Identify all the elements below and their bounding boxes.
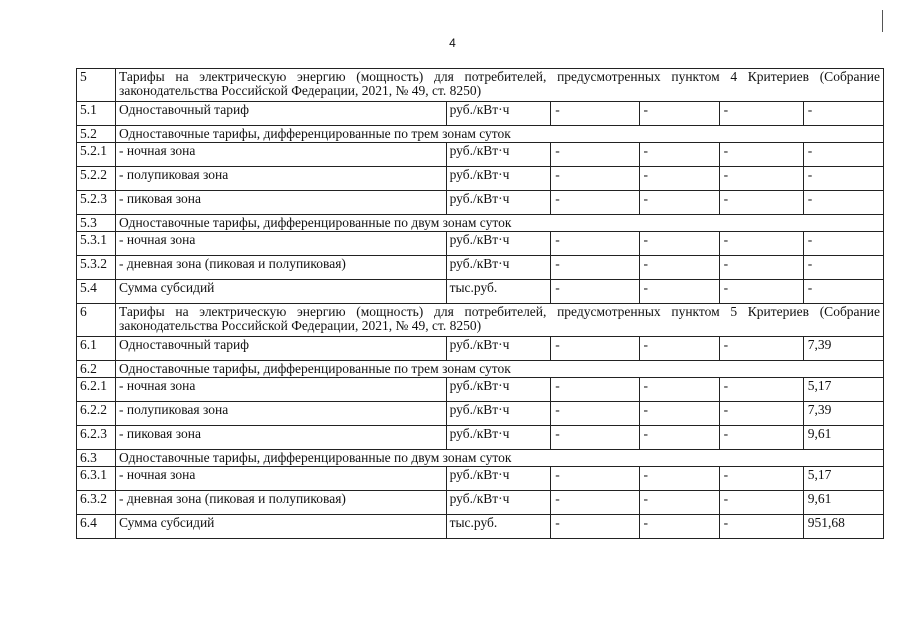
scan-edge-mark (882, 10, 883, 32)
row-number: 6 (77, 304, 116, 337)
value-cell: - (639, 232, 719, 256)
section-row (77, 304, 884, 337)
value-cell: - (639, 280, 719, 304)
row-unit: тыс.руб. (446, 280, 551, 304)
value-cell: - (803, 102, 883, 126)
group-header-row (77, 215, 884, 232)
table-row (77, 102, 884, 126)
value-cell: - (639, 191, 719, 215)
value-cell: - (551, 143, 639, 167)
value-cell: - (719, 280, 803, 304)
value-cell: - (719, 337, 803, 361)
value-cell: - (551, 337, 639, 361)
row-number: 6.2.1 (77, 378, 116, 402)
value-cell: - (551, 191, 639, 215)
table-row (77, 143, 884, 167)
row-unit: руб./кВт·ч (446, 232, 551, 256)
value-cell: - (639, 402, 719, 426)
row-name: - ночная зона (116, 232, 447, 256)
value-cell: - (719, 491, 803, 515)
row-number: 6.2 (77, 361, 116, 378)
table-row (77, 402, 884, 426)
value-cell: - (551, 256, 639, 280)
group-title: Одноставочные тарифы, дифференцированные по двум зонам суток (116, 215, 884, 232)
group-title: Одноставочные тарифы, дифференцированные по двум зонам суток (116, 450, 884, 467)
row-number: 5.4 (77, 280, 116, 304)
value-cell: - (719, 102, 803, 126)
row-unit: руб./кВт·ч (446, 191, 551, 215)
value-cell: - (551, 102, 639, 126)
section-title: Тарифы на электрическую энергию (мощность) для потребителей, предусмотренных пунктом 5 Критериев (Собрание законодательства Российской Федерации, 2021, № 49, ст. 8250) (116, 304, 884, 337)
row-name: - полупиковая зона (116, 402, 447, 426)
row-number: 6.3 (77, 450, 116, 467)
row-name: - ночная зона (116, 143, 447, 167)
row-unit: тыс.руб. (446, 515, 551, 539)
value-cell: - (551, 491, 639, 515)
row-number: 5.2.2 (77, 167, 116, 191)
row-number: 5.2.3 (77, 191, 116, 215)
row-number: 5 (77, 69, 116, 102)
row-name: - ночная зона (116, 467, 447, 491)
row-name: - дневная зона (пиковая и полупиковая) (116, 256, 447, 280)
value-cell: - (639, 378, 719, 402)
value-cell: - (639, 515, 719, 539)
section-row (77, 69, 884, 102)
value-cell: - (551, 378, 639, 402)
value-cell: - (551, 515, 639, 539)
group-header-row (77, 361, 884, 378)
table-row (77, 515, 884, 539)
value-cell: - (719, 167, 803, 191)
value-cell: - (803, 280, 883, 304)
section-title: Тарифы на электрическую энергию (мощность) для потребителей, предусмотренных пунктом 4 Критериев (Собрание законодательства Российской Федерации, 2021, № 49, ст. 8250) (116, 69, 884, 102)
row-name: Одноставочный тариф (116, 337, 447, 361)
row-number: 6.3.2 (77, 491, 116, 515)
value-cell: - (719, 191, 803, 215)
row-number: 5.2 (77, 126, 116, 143)
table-row (77, 191, 884, 215)
value-cell: - (551, 167, 639, 191)
group-header-row (77, 126, 884, 143)
row-unit: руб./кВт·ч (446, 102, 551, 126)
row-number: 5.3.2 (77, 256, 116, 280)
page-number: 4 (449, 36, 456, 50)
row-unit: руб./кВт·ч (446, 378, 551, 402)
row-name: - полупиковая зона (116, 167, 447, 191)
table-row (77, 467, 884, 491)
value-cell: - (719, 515, 803, 539)
row-unit: руб./кВт·ч (446, 402, 551, 426)
value-cell: - (639, 143, 719, 167)
row-unit: руб./кВт·ч (446, 491, 551, 515)
value-cell: - (639, 167, 719, 191)
value-cell: 7,39 (803, 402, 883, 426)
value-cell: - (551, 467, 639, 491)
tariff-table (76, 68, 884, 539)
value-cell: 9,61 (803, 491, 883, 515)
row-number: 5.1 (77, 102, 116, 126)
row-number: 6.1 (77, 337, 116, 361)
row-unit: руб./кВт·ч (446, 167, 551, 191)
value-cell: - (719, 467, 803, 491)
row-number: 6.2.3 (77, 426, 116, 450)
row-unit: руб./кВт·ч (446, 426, 551, 450)
value-cell: - (719, 378, 803, 402)
table-row (77, 491, 884, 515)
value-cell: - (803, 256, 883, 280)
row-number: 6.2.2 (77, 402, 116, 426)
row-name: - дневная зона (пиковая и полупиковая) (116, 491, 447, 515)
value-cell: - (639, 337, 719, 361)
value-cell: 951,68 (803, 515, 883, 539)
value-cell: - (551, 280, 639, 304)
row-name: - пиковая зона (116, 191, 447, 215)
table-row (77, 256, 884, 280)
group-title: Одноставочные тарифы, дифференцированные по трем зонам суток (116, 361, 884, 378)
row-name: Одноставочный тариф (116, 102, 447, 126)
row-number: 5.3 (77, 215, 116, 232)
value-cell: - (803, 232, 883, 256)
value-cell: - (719, 426, 803, 450)
value-cell: - (719, 402, 803, 426)
value-cell: - (803, 143, 883, 167)
value-cell: - (639, 467, 719, 491)
value-cell: - (551, 426, 639, 450)
group-title: Одноставочные тарифы, дифференцированные по трем зонам суток (116, 126, 884, 143)
value-cell: - (639, 256, 719, 280)
value-cell: 7,39 (803, 337, 883, 361)
row-unit: руб./кВт·ч (446, 143, 551, 167)
group-header-row (77, 450, 884, 467)
table-row (77, 167, 884, 191)
table-row (77, 232, 884, 256)
row-number: 5.2.1 (77, 143, 116, 167)
table-row (77, 280, 884, 304)
row-name: - ночная зона (116, 378, 447, 402)
value-cell: - (803, 167, 883, 191)
row-number: 5.3.1 (77, 232, 116, 256)
value-cell: - (551, 232, 639, 256)
value-cell: - (639, 102, 719, 126)
value-cell: 9,61 (803, 426, 883, 450)
row-name: Сумма субсидий (116, 280, 447, 304)
value-cell: - (719, 143, 803, 167)
value-cell: 5,17 (803, 378, 883, 402)
table-body (77, 69, 884, 539)
row-unit: руб./кВт·ч (446, 337, 551, 361)
row-name: - пиковая зона (116, 426, 447, 450)
row-unit: руб./кВт·ч (446, 467, 551, 491)
value-cell: - (803, 191, 883, 215)
table-row (77, 426, 884, 450)
table-row (77, 378, 884, 402)
row-unit: руб./кВт·ч (446, 256, 551, 280)
value-cell: - (639, 426, 719, 450)
row-name: Сумма субсидий (116, 515, 447, 539)
row-number: 6.3.1 (77, 467, 116, 491)
value-cell: - (551, 402, 639, 426)
value-cell: - (719, 256, 803, 280)
table-row (77, 337, 884, 361)
value-cell: - (719, 232, 803, 256)
row-number: 6.4 (77, 515, 116, 539)
value-cell: 5,17 (803, 467, 883, 491)
value-cell: - (639, 491, 719, 515)
